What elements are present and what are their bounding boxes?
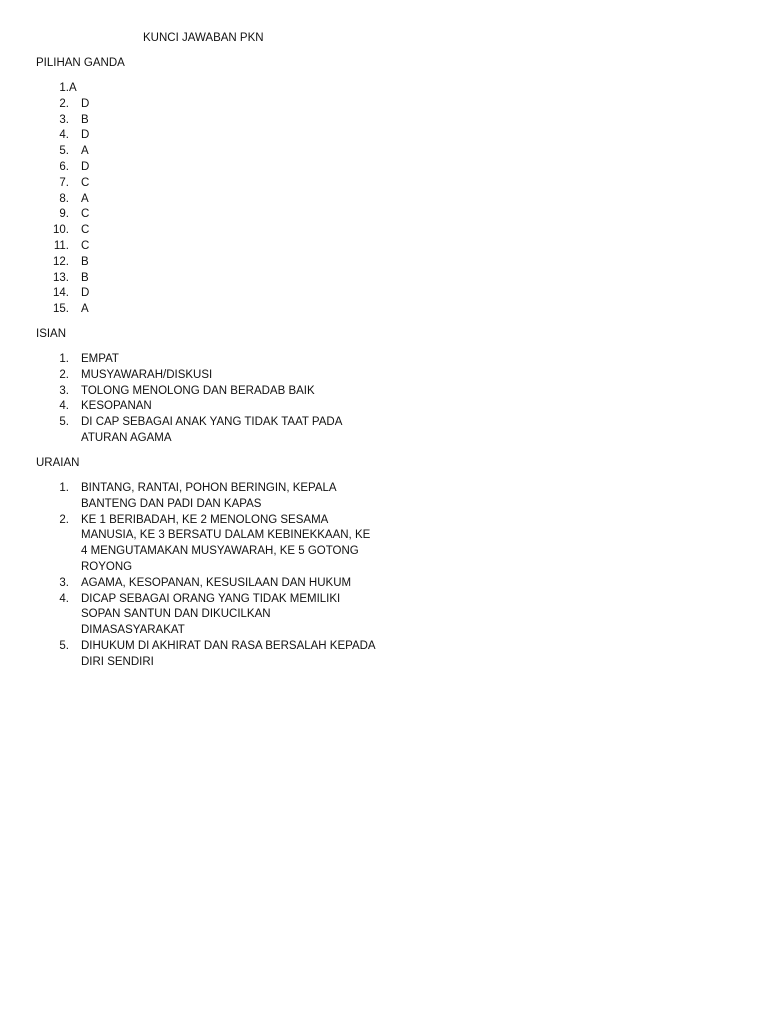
item-text: DICAP SEBAGAI ORANG YANG TIDAK MEMILIKI SOPAN SANTUN DAN DIKUCILKAN DIMASASYARAKAT (81, 592, 341, 637)
list-item (36, 223, 376, 239)
item-number: 5. (59, 145, 69, 158)
item-number: 6. (59, 160, 69, 173)
item-text: A (69, 82, 77, 94)
list-item (36, 128, 376, 144)
item-number: 8. (59, 192, 69, 205)
item-number: 14. (53, 287, 69, 300)
list-item (36, 513, 376, 576)
list-item (36, 113, 376, 129)
item-text: C (81, 208, 90, 221)
list-item (36, 384, 356, 400)
section-heading-pilihan-ganda: PILIHAN GANDA (36, 57, 125, 69)
uraian-list (36, 481, 376, 671)
item-number: 2. (59, 513, 69, 526)
item-text: B (81, 113, 89, 126)
list-item (36, 81, 376, 97)
list-item (36, 271, 376, 287)
item-number: 2. (59, 97, 69, 110)
list-item (36, 639, 376, 671)
section-heading-isian: ISIAN (36, 328, 67, 340)
list-item (36, 399, 356, 415)
item-text: BINTANG, RANTAI, POHON BERINGIN, KEPALA BANTENG DAN PADI DAN KAPAS (81, 482, 336, 510)
item-text: A (81, 192, 89, 205)
item-text: D (81, 129, 90, 142)
list-item (36, 415, 356, 447)
item-text: DI CAP SEBAGAI ANAK YANG TIDAK TAAT PADA ATURAN AGAMA (81, 416, 342, 444)
item-number: 5. (59, 639, 69, 652)
list-item (36, 176, 376, 192)
item-number: 5. (59, 416, 69, 429)
item-text: EMPAT (81, 353, 119, 365)
item-text: B (81, 271, 89, 284)
list-item (36, 160, 376, 176)
item-number: 3. (59, 113, 69, 126)
item-text: A (81, 303, 89, 316)
item-text: KESOPANAN (81, 400, 152, 413)
list-item (36, 576, 376, 592)
list-item (36, 192, 376, 208)
item-text: B (81, 255, 89, 268)
item-number: 4. (59, 400, 69, 413)
item-text: AGAMA, KESOPANAN, KESUSILAAN DAN HUKUM (81, 576, 352, 589)
item-number: 12. (53, 255, 69, 268)
item-number: 7. (59, 176, 69, 189)
list-item (36, 368, 356, 384)
item-text: D (81, 160, 90, 173)
list-item (36, 207, 376, 223)
list-item (36, 144, 376, 160)
item-number: 1. (59, 353, 69, 365)
item-number: 3. (59, 384, 69, 397)
list-item (36, 481, 376, 513)
item-number: 2. (59, 368, 69, 381)
item-number: 11. (53, 239, 69, 252)
list-item (36, 302, 376, 318)
item-number: 1. (59, 82, 69, 94)
list-item (36, 97, 376, 113)
item-text: KE 1 BERIBADAH, KE 2 MENOLONG SESAMA MANUSIA, KE 3 BERSATU DALAM KEBINEKKAAN, KE 4 MENGUTAMAKAN MUSYAWARAH, KE 5 GOTONG ROYONG (81, 513, 371, 573)
item-text: C (81, 224, 90, 237)
item-text: D (81, 97, 90, 110)
item-number: 10. (53, 224, 69, 237)
list-item (36, 286, 376, 302)
item-number: 3. (59, 576, 69, 589)
item-number: 15. (53, 303, 69, 316)
section-heading-uraian: URAIAN (36, 457, 80, 469)
item-text: C (81, 239, 90, 252)
item-number: 9. (59, 208, 69, 221)
isian-list (36, 352, 356, 447)
item-text: D (81, 287, 90, 300)
list-item (36, 239, 376, 255)
list-item (36, 352, 356, 368)
item-number: 4. (59, 129, 69, 142)
pilihan-ganda-list (36, 81, 376, 318)
item-number: 4. (59, 592, 69, 605)
item-number: 1. (59, 482, 69, 494)
document-title: KUNCI JAWABAN PKN (143, 32, 264, 44)
item-number: 13. (53, 271, 69, 284)
list-item (36, 592, 376, 639)
list-item (36, 255, 376, 271)
item-text: A (81, 145, 89, 158)
item-text: MUSYAWARAH/DISKUSI (81, 368, 213, 381)
item-text: TOLONG MENOLONG DAN BERADAB BAIK (81, 384, 315, 397)
item-text: DIHUKUM DI AKHIRAT DAN RASA BERSALAH KEPADA DIRI SENDIRI (81, 639, 375, 668)
item-text: C (81, 176, 90, 189)
